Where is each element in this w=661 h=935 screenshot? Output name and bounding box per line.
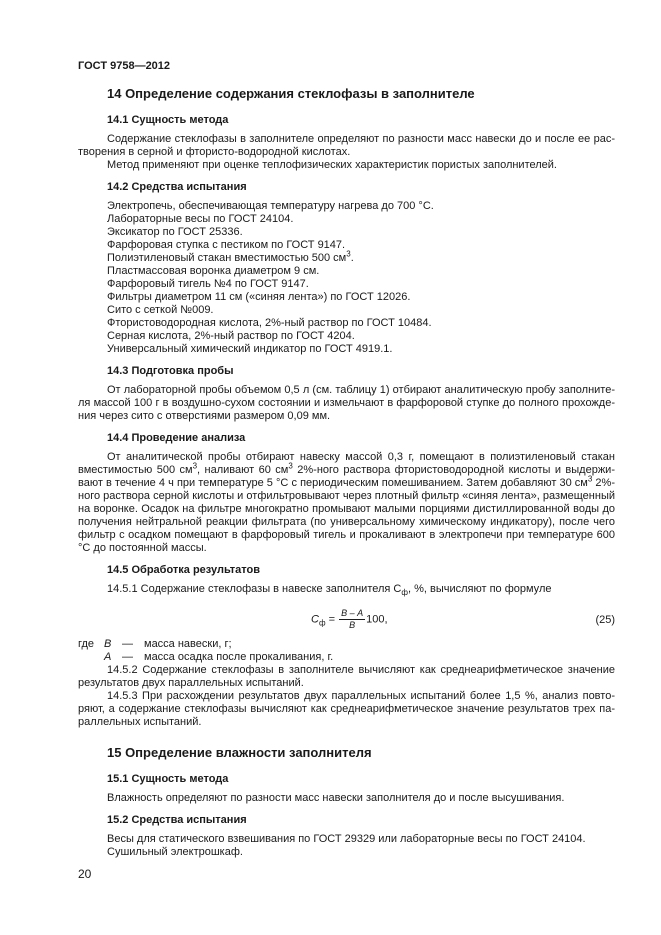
section-14-title: 14 Определение содержания стеклофазы в заполнителе — [107, 86, 475, 101]
page-content — [78, 86, 615, 859]
formula-25 — [78, 602, 615, 636]
text-run: 14.5.1 Содержание стеклофазы в навеске заполнителя С — [107, 583, 402, 595]
subsection-14-4-title: 14.4 Проведение анализа — [107, 432, 246, 444]
superscript: 3 — [587, 474, 593, 484]
dash: — — [122, 651, 133, 663]
dash: — — [122, 638, 133, 650]
paragraph-14-5-2: 14.5.2 Содержание стеклофазы в заполнителе вычисляют как среднеарифметическое значение результатов двух параллельных испытаний. — [78, 664, 615, 689]
equipment-item-text: Полиэтиленовый стакан вместимостью 500 см — [107, 252, 347, 264]
formula-expression — [311, 608, 388, 631]
text-run: 2%-ного раствора серной кислоты и отфильтровывают через плотный фильтр «синяя лента», размещенный на воронке. Осадок на фильтре многократно промывают малыми порциями дистиллированной воды до получения нейтральной реакции фильтрата (по универсальному химическому индикатору), после чего фильтр с осадком помещают в фарфоровый тигель и прокаливают в электропечи при температуре 600 °С до постоянной массы. — [78, 477, 615, 554]
standard-header: ГОСТ 9758—2012 — [78, 60, 171, 72]
where-block — [78, 638, 615, 664]
formula-lhs: С — [311, 613, 319, 626]
equipment-item: Весы для статического взвешивания по ГОСТ 29329 или лабораторные весы по ГОСТ 24104. — [107, 833, 586, 845]
equipment-list-15 — [78, 833, 615, 859]
where-label: где — [78, 638, 95, 650]
subsection-14-5-title: 14.5 Обработка результатов — [107, 564, 260, 576]
page-number: 20 — [78, 867, 92, 881]
equipment-item: Электропечь, обеспечивающая температуру нагрева до 700 °С. — [107, 200, 434, 212]
equipment-item: Фтористоводородная кислота, 2%-ный раствор по ГОСТ 10484. — [107, 317, 432, 329]
text-run: , %, вычисляют по формуле — [407, 583, 552, 595]
variable-description: масса навески, г; — [144, 638, 232, 650]
paragraph-14-4 — [78, 451, 615, 555]
subsection-14-1-title: 14.1 Сущность метода — [107, 114, 229, 126]
equipment-list-14 — [78, 200, 615, 356]
equipment-item: Фарфоровая ступка с пестиком по ГОСТ 9147. — [107, 239, 346, 251]
equipment-item: Серная кислота, 2%-ный раствор по ГОСТ 4204. — [107, 330, 355, 342]
superscript: 3 — [346, 249, 351, 259]
subscript: ф — [401, 588, 408, 598]
equipment-item: Фильтры диаметром 11 см («синяя лента») по ГОСТ 12026. — [107, 291, 411, 303]
paragraph-14-1-2: Метод применяют при оценке теплофизических характеристик пористых заполнителей. — [107, 159, 557, 171]
paragraph-14-5-3: 14.5.3 При расхождении результатов двух параллельных испытаний более 1,5 %, анализ повторяют, а содержание стеклофазы вычисляют как среднеарифметическое значение результатов трех параллельных испытаний. — [78, 690, 615, 728]
subsection-15-1-title: 15.1 Сущность метода — [107, 773, 229, 785]
variable-symbol: В — [104, 638, 112, 650]
subsection-14-2-title: 14.2 Средства испытания — [107, 181, 247, 193]
formula-fraction — [339, 608, 365, 631]
section-15-title: 15 Определение влажности заполнителя — [107, 745, 372, 760]
variable-description: масса осадка после прокаливания, г. — [144, 651, 334, 663]
where-row-b — [78, 638, 615, 651]
equipment-item: Сито с сеткой №009. — [107, 304, 214, 316]
paragraph-14-1-1: Содержание стеклофазы в заполнителе определяют по разности масс навески до и после ее растворения в серной и фтористо-водородной кислотах. — [78, 133, 615, 158]
period: . — [350, 252, 354, 264]
subsection-15-2-title: 15.2 Средства испытания — [107, 814, 247, 826]
text-run: , наливают 60 см — [197, 464, 289, 476]
formula-numerator: В – А — [341, 608, 364, 618]
where-row-a — [78, 651, 615, 664]
formula-equals: = — [325, 613, 336, 626]
superscript: 3 — [288, 461, 293, 471]
paragraph-14-5-1 — [78, 583, 615, 596]
formula-number: (25) — [595, 614, 615, 626]
text-run: 2%-ного раствора фтористоводородной кислоты и выдерживают в течение 4 ч при температуре 5 °С с периодическим помешиванием. Затем добавляют 30 см — [78, 464, 615, 489]
equipment-item: Фарфоровый тигель №4 по ГОСТ 9147. — [107, 278, 309, 290]
formula-rest: 100, — [366, 613, 388, 626]
equipment-item: Пластмассовая воронка диаметром 9 см. — [107, 265, 320, 277]
subsection-14-3-title: 14.3 Подготовка пробы — [107, 365, 234, 377]
text-run: От аналитической пробы отбирают навеску массой 0,3 г, помещают в полиэтиленовый стакан вместимостью 500 см — [78, 451, 615, 476]
variable-symbol: А — [104, 651, 112, 663]
equipment-item: Сушильный электрошкаф. — [107, 846, 243, 858]
formula-lhs-sub: ф — [318, 618, 326, 628]
equipment-item: Лабораторные весы по ГОСТ 24104. — [107, 213, 294, 225]
paragraph-14-3: От лабораторной пробы объемом 0,5 л (см. таблицу 1) отбирают аналитическую пробу заполнителя массой 100 г в воздушно-сухом состоянии и измельчают в фарфоровой ступке до полного прохождения через сито с отверстиями размером 0,09 мм. — [78, 384, 615, 422]
spacer — [78, 651, 104, 664]
superscript: 3 — [192, 461, 198, 471]
formula-denominator: В — [349, 620, 356, 630]
equipment-item — [78, 249, 615, 265]
paragraph-15-1: Влажность определяют по разности масс навески заполнителя до и после высушивания. — [107, 792, 565, 804]
equipment-item: Универсальный химический индикатор по ГОСТ 4919.1. — [107, 343, 393, 355]
equipment-item: Эксикатор по ГОСТ 25336. — [107, 226, 243, 238]
